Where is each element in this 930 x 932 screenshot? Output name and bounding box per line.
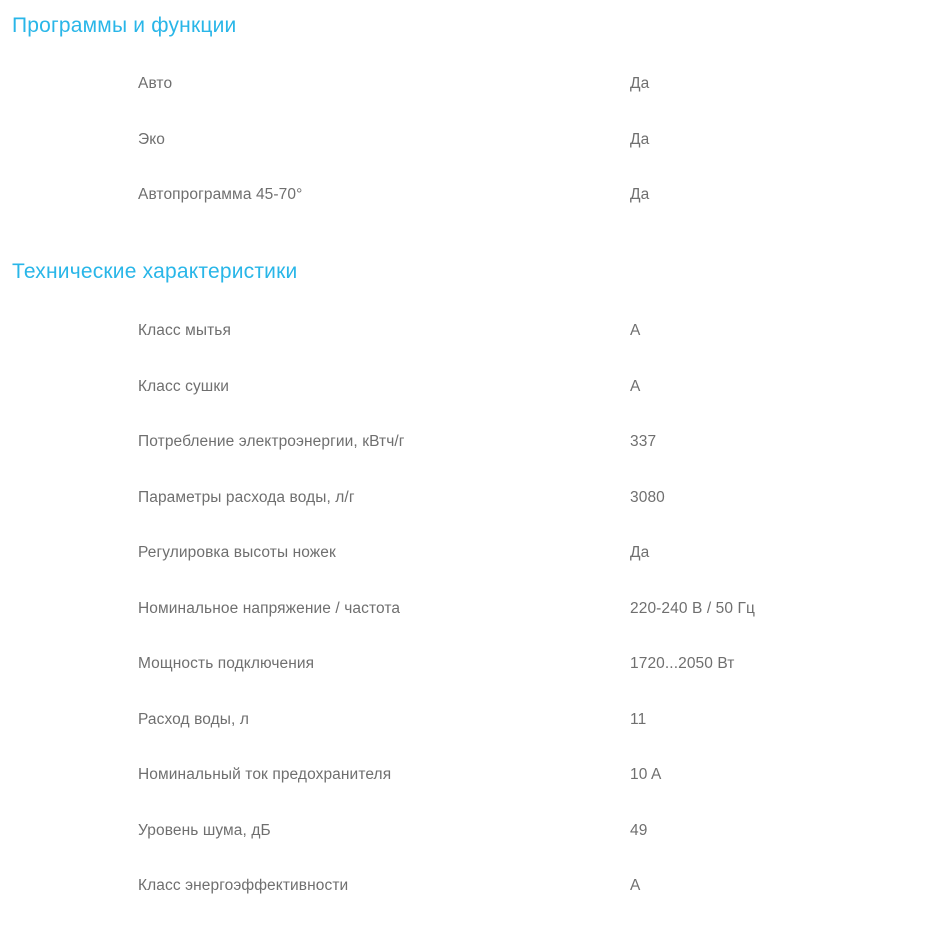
spec-label: Эко	[138, 130, 166, 148]
spec-value: Да	[630, 544, 650, 561]
spec-label: Авто	[138, 75, 173, 92]
spec-value: Да	[630, 75, 650, 92]
spec-label: Параметры расхода воды, л/г	[138, 488, 355, 506]
spec-label: Класс мытья	[138, 322, 231, 339]
spec-label: Расход воды, л	[138, 710, 249, 728]
spec-value: 1720...2050 Вт	[630, 655, 735, 672]
spec-label: Класс энергоэффективности	[138, 877, 349, 894]
spec-value: 10 A	[630, 766, 662, 783]
spec-value: Да	[630, 130, 650, 148]
spec-value: 337	[630, 433, 657, 450]
spec-row	[0, 876, 930, 932]
spec-value: 220-240 В / 50 Гц	[630, 599, 755, 617]
spec-row	[0, 74, 930, 130]
spec-label: Класс сушки	[138, 377, 229, 395]
spec-row	[0, 821, 930, 877]
spec-label: Номинальный ток предохранителя	[138, 766, 392, 783]
spec-row	[0, 599, 930, 655]
spec-value: A	[630, 322, 641, 339]
spec-row	[0, 432, 930, 488]
spec-row	[0, 488, 930, 544]
spec-label: Потребление электроэнергии, кВтч/г	[138, 433, 405, 450]
spec-label: Автопрограмма 45-70°	[138, 186, 303, 203]
spec-value: Да	[630, 186, 650, 203]
section-title-programs: Программы и функции	[12, 14, 237, 37]
spec-row	[0, 765, 930, 821]
spec-row	[0, 654, 930, 710]
spec-value: 11	[630, 710, 647, 728]
spec-row	[0, 710, 930, 766]
technical-rows	[0, 321, 930, 932]
spec-value: A	[630, 877, 641, 894]
section-title-technical: Технические характеристики	[12, 260, 298, 283]
spec-value: 3080	[630, 488, 665, 506]
spec-row	[0, 130, 930, 186]
programs-rows	[0, 74, 930, 241]
spec-value: A	[630, 377, 641, 395]
spec-row	[0, 377, 930, 433]
spec-row	[0, 543, 930, 599]
spec-label: Регулировка высоты ножек	[138, 544, 336, 561]
section-technical	[0, 228, 930, 923]
spec-value: 49	[630, 821, 648, 839]
section-programs	[0, 0, 930, 228]
spec-label: Номинальное напряжение / частота	[138, 599, 401, 617]
spec-label: Уровень шума, дБ	[138, 821, 271, 839]
spec-label: Мощность подключения	[138, 655, 315, 672]
spec-row	[0, 321, 930, 377]
